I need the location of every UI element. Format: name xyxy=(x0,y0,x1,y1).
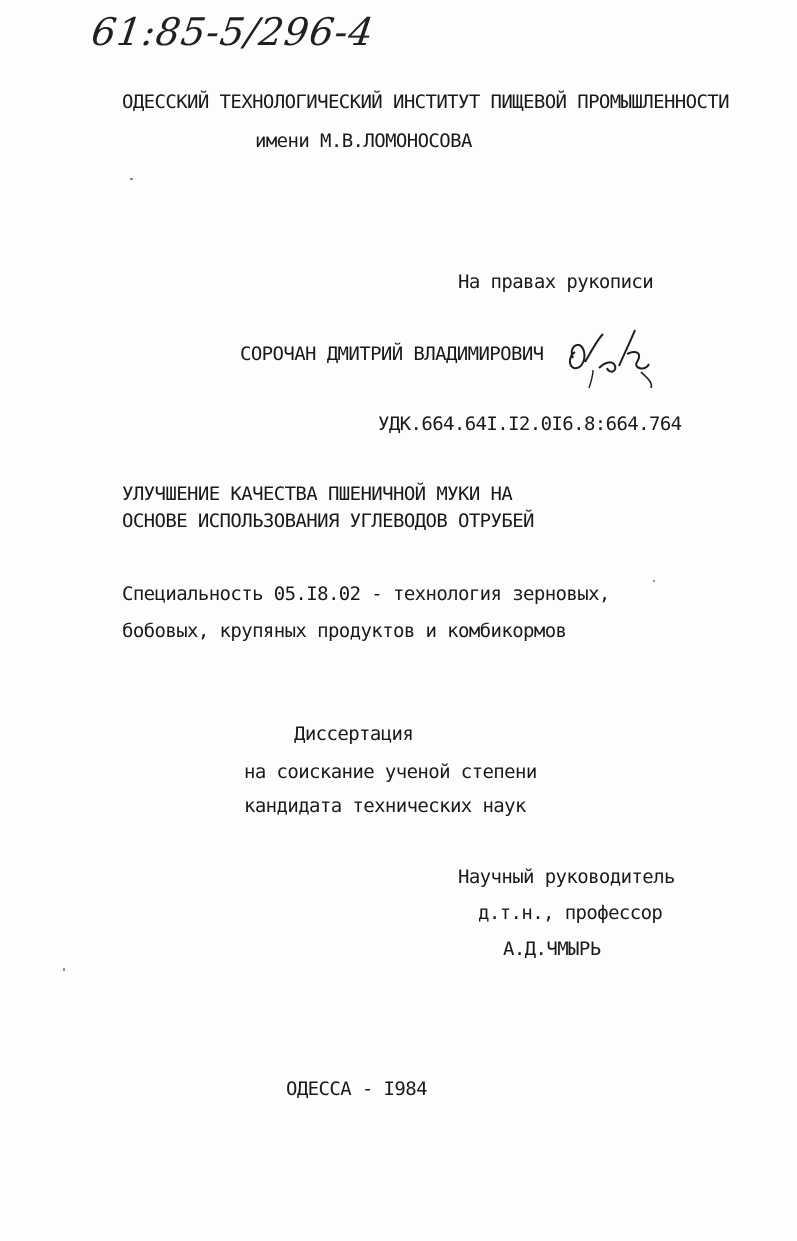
udc-code: УДК.664.64I.I2.0I6.8:664.764 xyxy=(378,413,682,435)
archive-code: 61:85-5/296-4 xyxy=(88,10,377,54)
supervisor-name: А.Д.ЧМЫРЬ xyxy=(503,938,601,960)
manuscript-rights: На правах рукописи xyxy=(458,271,654,293)
author-signature xyxy=(563,322,658,392)
scan-speck xyxy=(63,968,65,971)
dissertation-field-line: кандидата технических наук xyxy=(244,795,526,817)
supervisor-degree: д.т.н., профессор xyxy=(478,902,663,924)
specialty-line-2: бобовых, крупяных продуктов и комбикормов xyxy=(122,620,567,642)
supervisor-role: Научный руководитель xyxy=(458,866,675,888)
author-name: СОРОЧАН ДМИТРИЙ ВЛАДИМИРОВИЧ xyxy=(240,343,544,365)
dissertation-label: Диссертация xyxy=(294,723,414,745)
specialty-line-1: Специальность 05.I8.02 - технология зерновых, xyxy=(122,583,610,605)
scan-speck xyxy=(130,178,133,180)
title-line-1: УЛУЧШЕНИЕ КАЧЕСТВА ПШЕНИЧНОЙ МУКИ НА xyxy=(122,483,513,505)
scan-speck xyxy=(653,580,655,582)
institution-name: ОДЕССКИЙ ТЕХНОЛОГИЧЕСКИЙ ИНСТИТУТ ПИЩЕВОЙ ПРОМЫШЛЕННОСТИ xyxy=(122,91,729,113)
institution-named-after: имени М.В.ЛОМОНОСОВА xyxy=(255,130,472,152)
place-year: ОДЕССА - I984 xyxy=(286,1078,427,1100)
title-line-2: ОСНОВЕ ИСПОЛЬЗОВАНИЯ УГЛЕВОДОВ ОТРУБЕЙ xyxy=(122,510,534,532)
dissertation-degree-line: на соискание ученой степени xyxy=(244,761,537,783)
